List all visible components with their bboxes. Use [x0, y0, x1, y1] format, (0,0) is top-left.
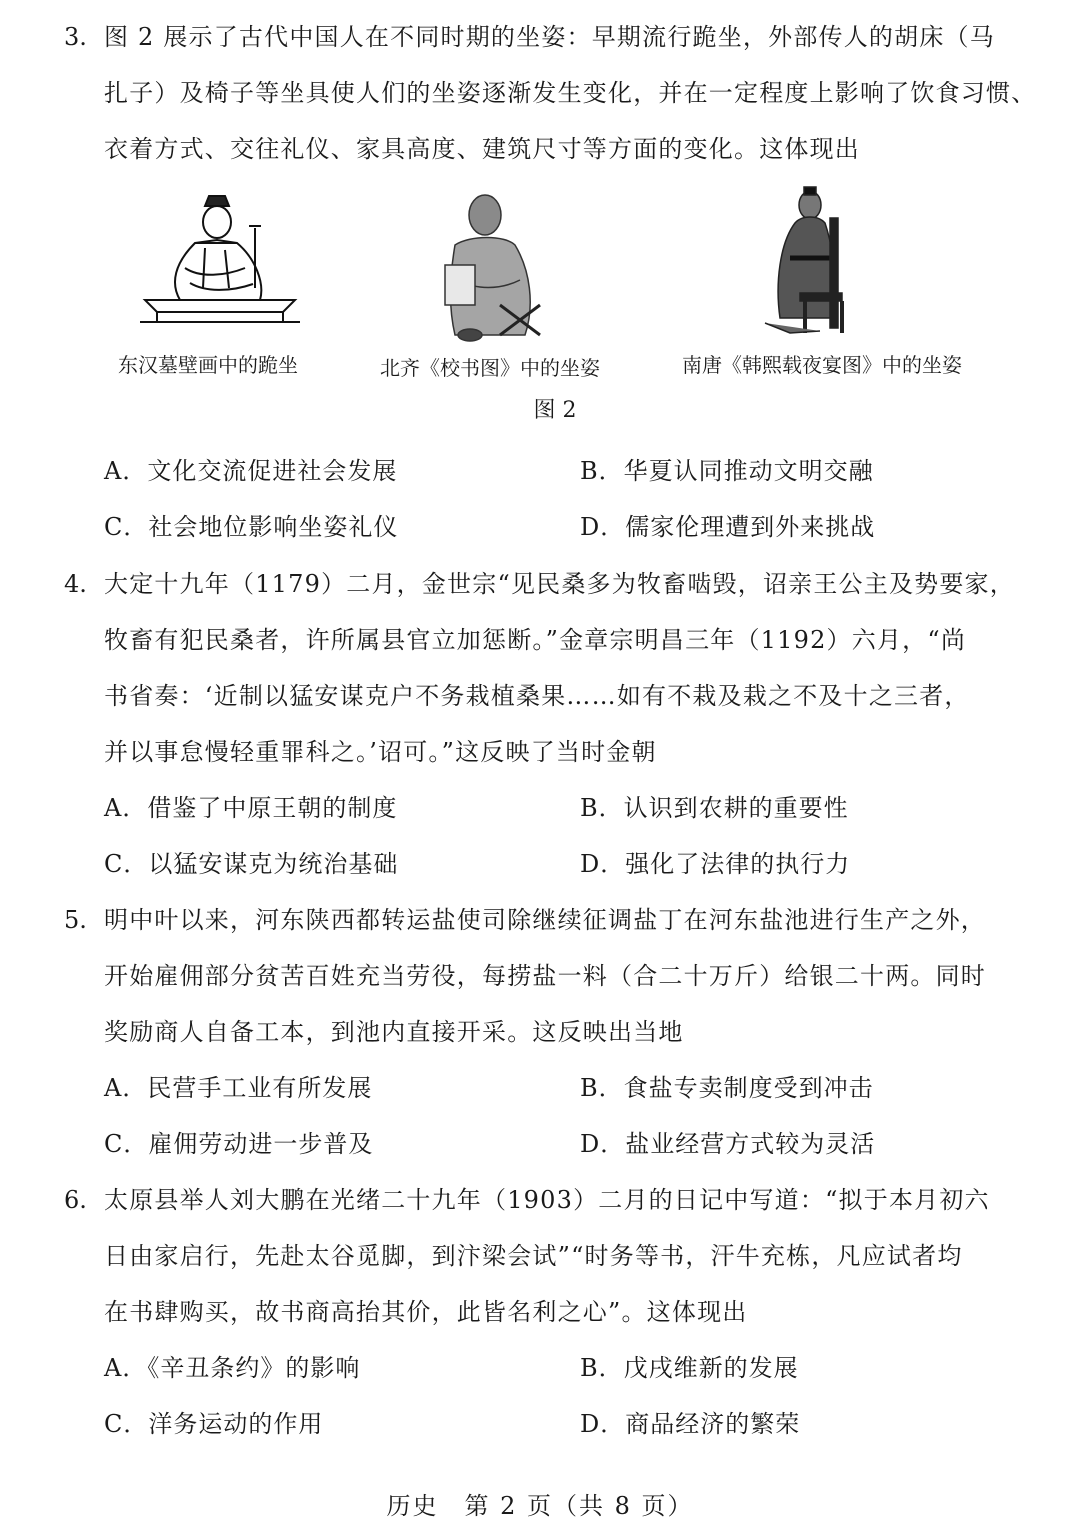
q3-number: 3.	[64, 23, 87, 51]
q4-option-a: A．借鉴了中原王朝的制度	[104, 794, 398, 822]
q5-number: 5.	[64, 906, 87, 934]
q6-line-2: 日由家启行，先赴太谷觅脚，到汴梁会试”“时务等书，汗牛充栋，凡应试者均	[104, 1242, 963, 1270]
q6-option-a: A．《辛丑条约》的影响	[104, 1354, 361, 1382]
q3-option-d: D．儒家伦理遭到外来挑战	[580, 513, 876, 541]
q4-line-1: 大定十九年（1179）二月，金世宗“见民桑多为牧畜啮毁，诏亲王公主及势要家，	[104, 570, 1015, 598]
q6-option-c: C．洋务运动的作用	[104, 1410, 324, 1438]
figure-caption-1: 东汉墓壁画中的跪坐	[118, 353, 298, 377]
q4-option-b: B．认识到农耕的重要性	[580, 794, 849, 822]
q3-option-c: C．社会地位影响坐姿礼仪	[104, 513, 399, 541]
q6-option-d: D．商品经济的繁荣	[580, 1410, 801, 1438]
q5-line-2: 开始雇佣部分贫苦百姓充当劳役，每捞盐一料（合二十万斤）给银二十两。同时	[104, 962, 986, 990]
q5-option-c: C．雇佣劳动进一步普及	[104, 1130, 374, 1158]
figure-in-chair-illustration	[760, 183, 870, 343]
q6-line-3: 在书肆购买，故书商高抬其价，此皆名利之心”。这体现出	[104, 1298, 748, 1326]
q5-option-d: D．盐业经营方式较为灵活	[580, 1130, 876, 1158]
q3-option-b: B．华夏认同推动文明交融	[580, 457, 874, 485]
q4-option-c: C．以猛安谋克为统治基础	[104, 850, 399, 878]
scholar-on-stool-illustration	[430, 185, 550, 345]
q4-line-2: 牧畜有犯民桑者，许所属县官立加惩断。”金章宗明昌三年（1192）六月，“尚	[104, 626, 967, 654]
q3-line-2: 扎子）及椅子等坐具使人们的坐姿逐渐发生变化，并在一定程度上影响了饮食习惯、	[104, 79, 1037, 107]
q3-line-1: 图 2 展示了古代中国人在不同时期的坐姿：早期流行跪坐，外部传人的胡床（马	[104, 23, 995, 51]
q5-line-3: 奖励商人自备工本，到池内直接开采。这反映出当地	[104, 1018, 684, 1046]
q6-line-1: 太原县举人刘大鹏在光绪二十九年（1903）二月的日记中写道：“拟于本月初六	[104, 1186, 990, 1214]
figure-label: 图 2	[533, 398, 577, 423]
q3-option-a: A．文化交流促进社会发展	[104, 457, 398, 485]
q5-option-b: B．食盐专卖制度受到冲击	[580, 1074, 874, 1102]
figure-caption-2: 北齐《校书图》中的坐姿	[380, 356, 600, 380]
q5-option-a: A．民营手工业有所发展	[104, 1074, 373, 1102]
q4-line-4: 并以事怠慢轻重罪科之。’诏可。”这反映了当时金朝	[104, 738, 657, 766]
q6-option-b: B．戊戌维新的发展	[580, 1354, 799, 1382]
page-footer: 历史 第 2 页（共 8 页）	[386, 1492, 694, 1520]
q4-option-d: D．强化了法律的执行力	[580, 850, 851, 878]
q4-number: 4.	[64, 570, 87, 598]
q4-line-3: 书省奏：‘近制以猛安谋克户不务栽植桑果……如有不栽及栽之不及十之三者，	[104, 682, 970, 710]
q5-line-1: 明中叶以来，河东陕西都转运盐使司除继续征调盐丁在河东盐池进行生产之外，	[104, 906, 986, 934]
q6-number: 6.	[64, 1186, 87, 1214]
q3-line-3: 衣着方式、交往礼仪、家具高度、建筑尺寸等方面的变化。这体现出	[104, 135, 860, 163]
kneeling-figure-illustration	[135, 188, 305, 328]
figure-caption-3: 南唐《韩熙载夜宴图》中的坐姿	[682, 353, 962, 377]
